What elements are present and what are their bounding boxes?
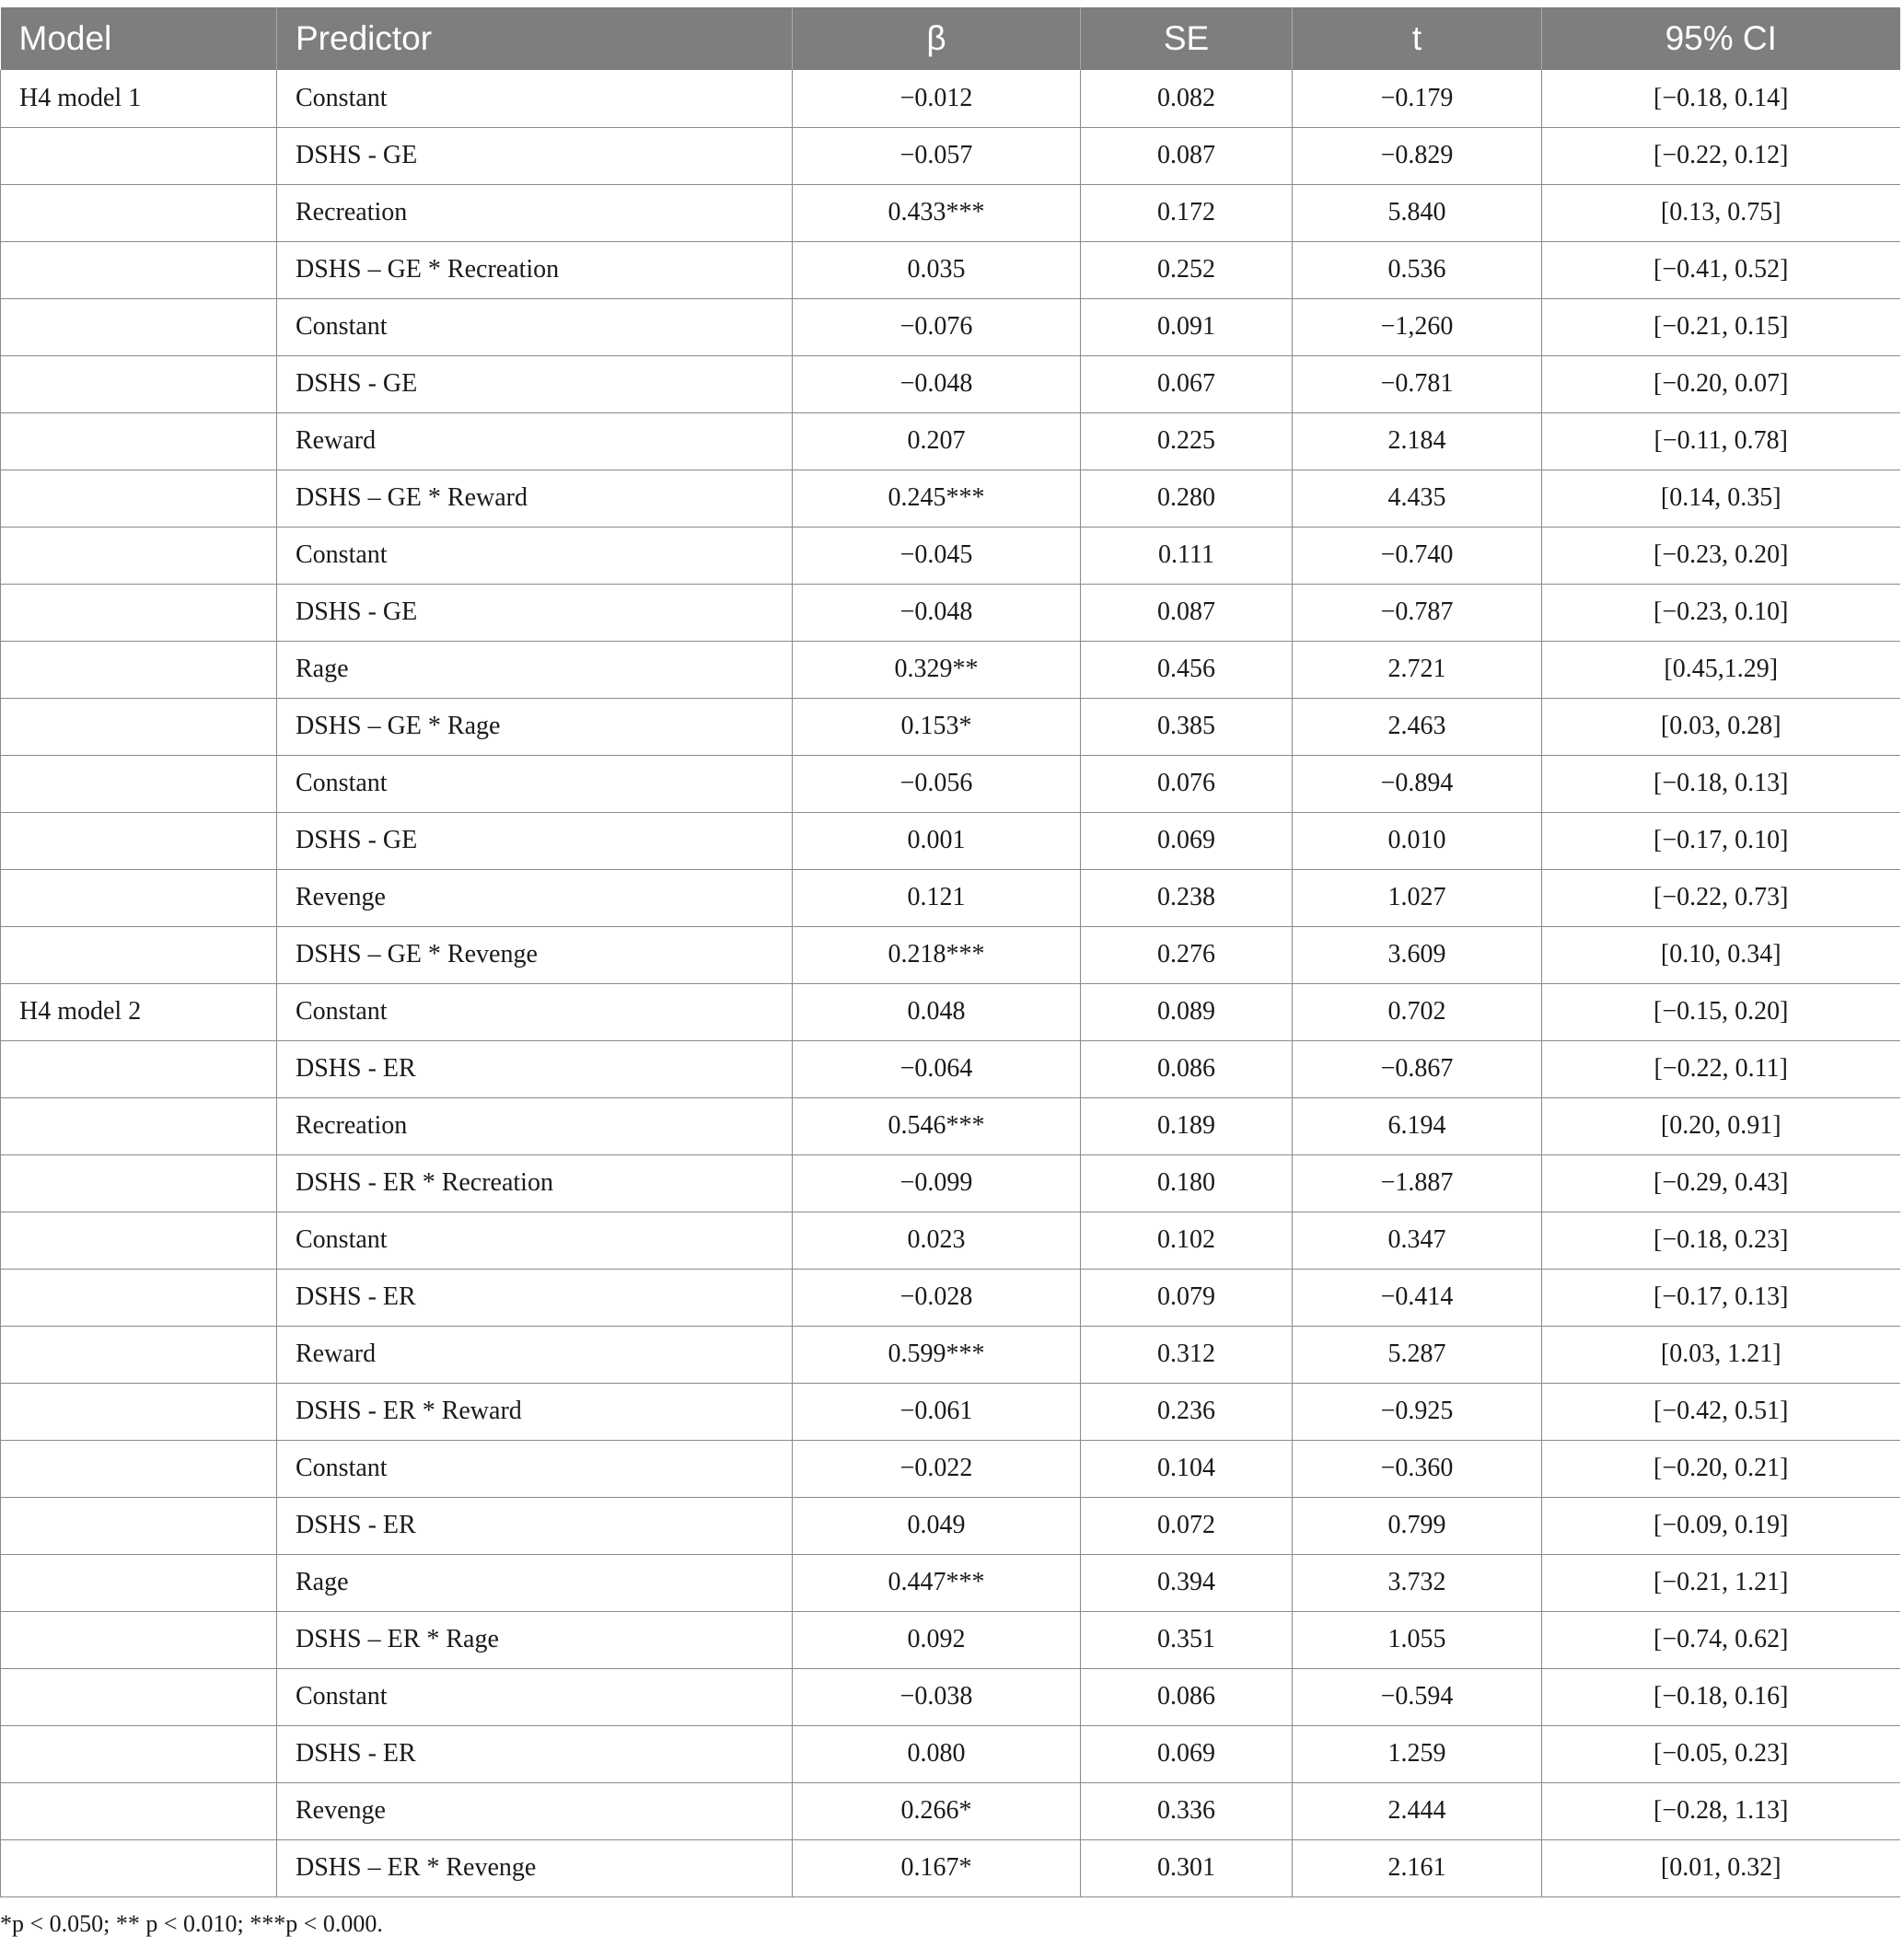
cell-model — [1, 926, 277, 983]
cell-t: 2.463 — [1293, 698, 1542, 755]
cell-predictor: DSHS – GE * Reward — [277, 470, 793, 527]
table-row — [1, 1326, 1900, 1383]
cell-model — [1, 1668, 277, 1725]
cell-model — [1, 241, 277, 298]
table-row — [1, 527, 1900, 584]
header-se: SE — [1081, 7, 1293, 70]
cell-beta: −0.064 — [793, 1040, 1081, 1097]
table-row — [1, 298, 1900, 355]
cell-ci: [−0.17, 0.13] — [1542, 1269, 1900, 1326]
cell-ci: [−0.09, 0.19] — [1542, 1497, 1900, 1554]
cell-ci: [0.20, 0.91] — [1542, 1097, 1900, 1154]
cell-se: 0.301 — [1081, 1839, 1293, 1896]
table-row — [1, 1611, 1900, 1668]
cell-t: 2.721 — [1293, 641, 1542, 698]
cell-predictor: DSHS – GE * Rage — [277, 698, 793, 755]
table-row — [1, 127, 1900, 184]
cell-t: 5.287 — [1293, 1326, 1542, 1383]
cell-predictor: DSHS – GE * Recreation — [277, 241, 793, 298]
cell-beta: −0.022 — [793, 1440, 1081, 1497]
cell-t: −0.894 — [1293, 755, 1542, 812]
table-row — [1, 983, 1900, 1040]
cell-t: −0.179 — [1293, 70, 1542, 127]
cell-beta: 0.433*** — [793, 184, 1081, 241]
cell-model — [1, 1554, 277, 1611]
cell-se: 0.087 — [1081, 584, 1293, 641]
cell-model — [1, 1725, 277, 1782]
cell-se: 0.102 — [1081, 1212, 1293, 1269]
cell-model — [1, 1326, 277, 1383]
cell-se: 0.082 — [1081, 70, 1293, 127]
cell-model: H4 model 1 — [1, 70, 277, 127]
table-row — [1, 869, 1900, 926]
cell-se: 0.236 — [1081, 1383, 1293, 1440]
cell-t: 1.055 — [1293, 1611, 1542, 1668]
cell-se: 0.172 — [1081, 184, 1293, 241]
table-row — [1, 1269, 1900, 1326]
cell-beta: −0.057 — [793, 127, 1081, 184]
cell-t: 2.161 — [1293, 1839, 1542, 1896]
cell-ci: [−0.15, 0.20] — [1542, 983, 1900, 1040]
cell-model — [1, 355, 277, 412]
cell-se: 0.180 — [1081, 1154, 1293, 1212]
table-row — [1, 470, 1900, 527]
cell-beta: −0.038 — [793, 1668, 1081, 1725]
table-row — [1, 641, 1900, 698]
cell-predictor: Constant — [277, 527, 793, 584]
cell-beta: 0.329** — [793, 641, 1081, 698]
cell-t: −0.829 — [1293, 127, 1542, 184]
header-model: Model — [18, 19, 112, 57]
cell-ci: [−0.22, 0.12] — [1542, 127, 1900, 184]
cell-beta: 0.080 — [793, 1725, 1081, 1782]
table-footnote: *p < 0.050; ** p < 0.010; ***p < 0.000. — [0, 1909, 383, 1937]
cell-beta: 0.447*** — [793, 1554, 1081, 1611]
cell-beta: 0.092 — [793, 1611, 1081, 1668]
cell-model: H4 model 2 — [1, 983, 277, 1040]
table-row — [1, 1383, 1900, 1440]
cell-se: 0.336 — [1081, 1782, 1293, 1839]
cell-t: 1.027 — [1293, 869, 1542, 926]
cell-se: 0.079 — [1081, 1269, 1293, 1326]
cell-t: 0.799 — [1293, 1497, 1542, 1554]
cell-beta: 0.167* — [793, 1839, 1081, 1896]
cell-beta: 0.207 — [793, 412, 1081, 470]
cell-predictor: DSHS - GE — [277, 812, 793, 869]
cell-model — [1, 869, 277, 926]
cell-t: 0.347 — [1293, 1212, 1542, 1269]
cell-model — [1, 1782, 277, 1839]
cell-predictor: DSHS - ER — [277, 1269, 793, 1326]
cell-ci: [−0.74, 0.62] — [1542, 1611, 1900, 1668]
table-row — [1, 1554, 1900, 1611]
cell-t: −0.867 — [1293, 1040, 1542, 1097]
cell-predictor: Constant — [277, 298, 793, 355]
cell-model — [1, 127, 277, 184]
cell-t: −1.887 — [1293, 1154, 1542, 1212]
table-row — [1, 1497, 1900, 1554]
cell-se: 0.456 — [1081, 641, 1293, 698]
cell-ci: [−0.29, 0.43] — [1542, 1154, 1900, 1212]
cell-predictor: Constant — [277, 983, 793, 1040]
table-row — [1, 1782, 1900, 1839]
cell-model — [1, 470, 277, 527]
cell-t: −1,260 — [1293, 298, 1542, 355]
cell-predictor: Revenge — [277, 869, 793, 926]
cell-t: −0.781 — [1293, 355, 1542, 412]
table-row — [1, 1040, 1900, 1097]
cell-beta: −0.048 — [793, 584, 1081, 641]
cell-se: 0.086 — [1081, 1668, 1293, 1725]
table-row — [1, 926, 1900, 983]
header-predictor: Predictor — [277, 7, 793, 70]
cell-beta: −0.061 — [793, 1383, 1081, 1440]
cell-se: 0.385 — [1081, 698, 1293, 755]
cell-se: 0.111 — [1081, 527, 1293, 584]
cell-t: −0.787 — [1293, 584, 1542, 641]
cell-predictor: Rage — [277, 641, 793, 698]
cell-t: 0.536 — [1293, 241, 1542, 298]
cell-se: 0.069 — [1081, 812, 1293, 869]
cell-model — [1, 812, 277, 869]
cell-ci: [−0.20, 0.21] — [1542, 1440, 1900, 1497]
cell-predictor: DSHS – GE * Revenge — [277, 926, 793, 983]
header-beta: β — [793, 7, 1081, 70]
cell-ci: [−0.23, 0.20] — [1542, 527, 1900, 584]
cell-model — [1, 1097, 277, 1154]
header-ci: 95% CI — [1542, 7, 1900, 70]
cell-model — [1, 1497, 277, 1554]
cell-beta: −0.056 — [793, 755, 1081, 812]
cell-model — [1, 527, 277, 584]
cell-beta: 0.546*** — [793, 1097, 1081, 1154]
cell-t: 5.840 — [1293, 184, 1542, 241]
cell-model — [1, 184, 277, 241]
table-row — [1, 412, 1900, 470]
cell-predictor: Constant — [277, 70, 793, 127]
cell-ci: [0.14, 0.35] — [1542, 470, 1900, 527]
cell-beta: −0.048 — [793, 355, 1081, 412]
table-row — [1, 184, 1900, 241]
table-header — [1, 7, 1900, 70]
cell-beta: 0.049 — [793, 1497, 1081, 1554]
regression-table — [0, 7, 1900, 1897]
cell-se: 0.076 — [1081, 755, 1293, 812]
cell-t: −0.360 — [1293, 1440, 1542, 1497]
cell-model — [1, 1839, 277, 1896]
cell-se: 0.351 — [1081, 1611, 1293, 1668]
cell-ci: [0.10, 0.34] — [1542, 926, 1900, 983]
cell-ci: [−0.18, 0.14] — [1542, 70, 1900, 127]
cell-beta: 0.266* — [793, 1782, 1081, 1839]
cell-se: 0.280 — [1081, 470, 1293, 527]
table-row — [1, 755, 1900, 812]
cell-ci: [−0.05, 0.23] — [1542, 1725, 1900, 1782]
cell-ci: [0.03, 1.21] — [1542, 1326, 1900, 1383]
cell-predictor: Reward — [277, 1326, 793, 1383]
cell-predictor: Revenge — [277, 1782, 793, 1839]
cell-model — [1, 698, 277, 755]
cell-se: 0.238 — [1081, 869, 1293, 926]
cell-beta: 0.599*** — [793, 1326, 1081, 1383]
cell-model — [1, 412, 277, 470]
cell-ci: [−0.23, 0.10] — [1542, 584, 1900, 641]
cell-se: 0.189 — [1081, 1097, 1293, 1154]
cell-ci: [−0.41, 0.52] — [1542, 241, 1900, 298]
cell-predictor: Recreation — [277, 184, 793, 241]
cell-model — [1, 1383, 277, 1440]
cell-t: 0.010 — [1293, 812, 1542, 869]
cell-ci: [−0.18, 0.23] — [1542, 1212, 1900, 1269]
cell-beta: 0.001 — [793, 812, 1081, 869]
cell-t: −0.740 — [1293, 527, 1542, 584]
cell-t: −0.594 — [1293, 1668, 1542, 1725]
table-body — [1, 70, 1900, 1896]
table-row — [1, 1097, 1900, 1154]
cell-t: −0.925 — [1293, 1383, 1542, 1440]
cell-model — [1, 1154, 277, 1212]
header-row — [1, 7, 1900, 70]
cell-ci: [0.01, 0.32] — [1542, 1839, 1900, 1896]
cell-model — [1, 641, 277, 698]
table-row — [1, 1440, 1900, 1497]
cell-t: −0.414 — [1293, 1269, 1542, 1326]
cell-se: 0.252 — [1081, 241, 1293, 298]
cell-beta: −0.012 — [793, 70, 1081, 127]
cell-beta: 0.035 — [793, 241, 1081, 298]
cell-t: 4.435 — [1293, 470, 1542, 527]
page — [0, 7, 1903, 1960]
cell-beta: 0.218*** — [793, 926, 1081, 983]
cell-predictor: DSHS – ER * Revenge — [277, 1839, 793, 1896]
cell-beta: −0.099 — [793, 1154, 1081, 1212]
table-row — [1, 241, 1900, 298]
table-row — [1, 1668, 1900, 1725]
cell-model — [1, 1440, 277, 1497]
cell-ci: [−0.21, 0.15] — [1542, 298, 1900, 355]
cell-t: 1.259 — [1293, 1725, 1542, 1782]
cell-se: 0.225 — [1081, 412, 1293, 470]
cell-predictor: DSHS - ER * Recreation — [277, 1154, 793, 1212]
cell-ci: [−0.17, 0.10] — [1542, 812, 1900, 869]
cell-se: 0.089 — [1081, 983, 1293, 1040]
cell-predictor: Reward — [277, 412, 793, 470]
cell-t: 2.184 — [1293, 412, 1542, 470]
cell-se: 0.104 — [1081, 1440, 1293, 1497]
cell-t: 2.444 — [1293, 1782, 1542, 1839]
cell-beta: −0.028 — [793, 1269, 1081, 1326]
cell-ci: [−0.22, 0.11] — [1542, 1040, 1900, 1097]
cell-predictor: Recreation — [277, 1097, 793, 1154]
cell-model — [1, 298, 277, 355]
cell-predictor: Constant — [277, 1440, 793, 1497]
cell-predictor: DSHS - GE — [277, 127, 793, 184]
cell-se: 0.067 — [1081, 355, 1293, 412]
cell-se: 0.276 — [1081, 926, 1293, 983]
table-row — [1, 584, 1900, 641]
cell-se: 0.087 — [1081, 127, 1293, 184]
cell-se: 0.069 — [1081, 1725, 1293, 1782]
table-row — [1, 698, 1900, 755]
cell-beta: 0.245*** — [793, 470, 1081, 527]
cell-ci: [−0.42, 0.51] — [1542, 1383, 1900, 1440]
cell-ci: [−0.28, 1.13] — [1542, 1782, 1900, 1839]
cell-ci: [−0.21, 1.21] — [1542, 1554, 1900, 1611]
table-row — [1, 1725, 1900, 1782]
cell-beta: 0.153* — [793, 698, 1081, 755]
cell-t: 3.732 — [1293, 1554, 1542, 1611]
cell-beta: −0.076 — [793, 298, 1081, 355]
table-row — [1, 70, 1900, 127]
cell-se: 0.312 — [1081, 1326, 1293, 1383]
table-row — [1, 1154, 1900, 1212]
cell-predictor: DSHS - ER — [277, 1725, 793, 1782]
cell-beta: −0.045 — [793, 527, 1081, 584]
cell-ci: [−0.20, 0.07] — [1542, 355, 1900, 412]
cell-predictor: Constant — [277, 1668, 793, 1725]
cell-beta: 0.023 — [793, 1212, 1081, 1269]
cell-model — [1, 584, 277, 641]
table-row — [1, 1839, 1900, 1896]
table-row — [1, 1212, 1900, 1269]
cell-predictor: DSHS - GE — [277, 355, 793, 412]
cell-model — [1, 755, 277, 812]
cell-t: 6.194 — [1293, 1097, 1542, 1154]
cell-predictor: DSHS - ER — [277, 1040, 793, 1097]
cell-ci: [0.13, 0.75] — [1542, 184, 1900, 241]
cell-t: 3.609 — [1293, 926, 1542, 983]
cell-se: 0.394 — [1081, 1554, 1293, 1611]
table-row — [1, 812, 1900, 869]
cell-ci: [−0.11, 0.78] — [1542, 412, 1900, 470]
cell-predictor: Rage — [277, 1554, 793, 1611]
cell-se: 0.091 — [1081, 298, 1293, 355]
cell-predictor: DSHS – ER * Rage — [277, 1611, 793, 1668]
cell-ci: [0.45,1.29] — [1542, 641, 1900, 698]
cell-predictor: Constant — [277, 755, 793, 812]
cell-t: 0.702 — [1293, 983, 1542, 1040]
header-t: t — [1293, 7, 1542, 70]
cell-beta: 0.048 — [793, 983, 1081, 1040]
cell-se: 0.072 — [1081, 1497, 1293, 1554]
cell-model — [1, 1269, 277, 1326]
cell-model — [1, 1040, 277, 1097]
cell-ci: [0.03, 0.28] — [1542, 698, 1900, 755]
cell-model — [1, 1212, 277, 1269]
table-row — [1, 355, 1900, 412]
cell-model — [1, 1611, 277, 1668]
cell-ci: [−0.18, 0.13] — [1542, 755, 1900, 812]
cell-beta: 0.121 — [793, 869, 1081, 926]
cell-ci: [−0.18, 0.16] — [1542, 1668, 1900, 1725]
cell-predictor: DSHS - GE — [277, 584, 793, 641]
cell-ci: [−0.22, 0.73] — [1542, 869, 1900, 926]
cell-predictor: Constant — [277, 1212, 793, 1269]
cell-se: 0.086 — [1081, 1040, 1293, 1097]
cell-predictor: DSHS - ER — [277, 1497, 793, 1554]
cell-predictor: DSHS - ER * Reward — [277, 1383, 793, 1440]
